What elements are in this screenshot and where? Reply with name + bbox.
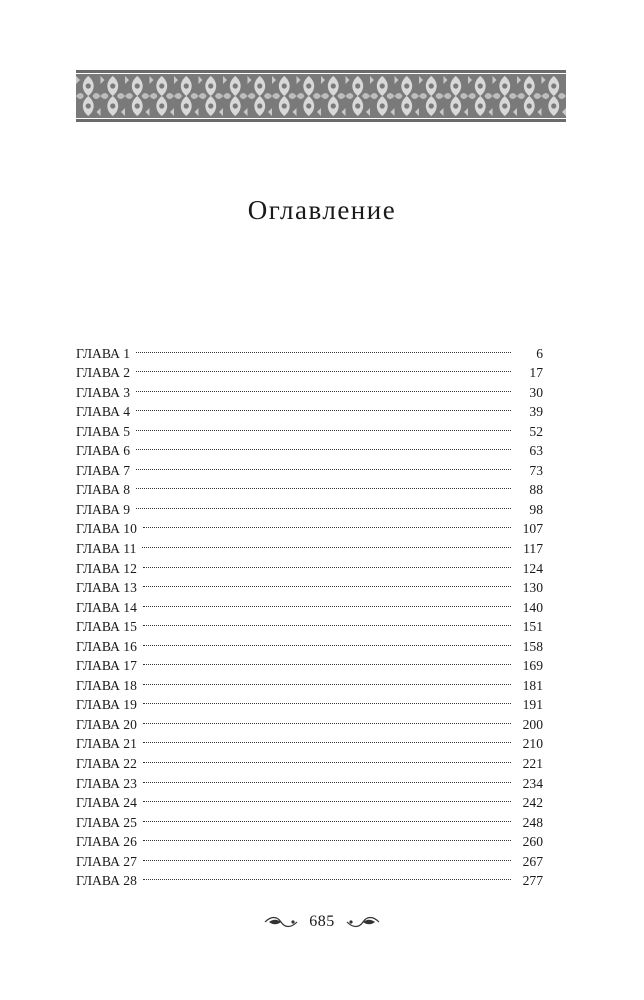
toc-entry-label: ГЛАВА 27 [76,853,137,869]
toc-entry-label: ГЛАВА 18 [76,677,137,693]
table-of-contents [76,338,543,889]
toc-entry[interactable] [76,846,543,869]
toc-entry-page: 181 [522,677,543,693]
toc-entry[interactable] [76,416,543,439]
toc-dot-leader [143,807,511,827]
toc-entry-page: 151 [522,619,543,635]
toc-dot-leader [143,612,511,632]
toc-entry-page: 221 [522,756,543,772]
toc-entry[interactable] [76,475,543,498]
toc-entry-page: 117 [523,541,543,557]
toc-entry-label: ГЛАВА 5 [76,423,131,439]
left-flourish-icon [263,915,299,929]
toc-entry-page: 107 [522,521,543,537]
toc-entry-label: ГЛАВА 8 [76,482,131,498]
toc-dot-leader [143,592,511,612]
toc-entry[interactable] [76,514,543,537]
toc-entry[interactable] [76,358,543,381]
toc-entry[interactable] [76,690,543,713]
toc-entry[interactable] [76,553,543,576]
toc-entry[interactable] [76,436,543,459]
toc-entry-label: ГЛАВА 20 [76,716,137,732]
toc-dot-leader [143,768,511,788]
toc-dot-leader [143,651,511,671]
toc-dot-leader [143,631,511,651]
toc-entry[interactable] [76,338,543,361]
toc-entry-label: ГЛАВА 19 [76,697,137,713]
toc-entry[interactable] [76,748,543,772]
toc-entry[interactable] [76,397,543,420]
toc-entry-label: ГЛАВА 23 [76,775,137,791]
toc-entry-label: ГЛАВА 10 [76,521,137,537]
toc-entry-label: ГЛАВА 25 [76,814,137,830]
right-flourish-icon [345,915,381,929]
toc-entry[interactable] [76,807,543,830]
toc-entry-label: ГЛАВА 9 [76,501,131,517]
toc-entry[interactable] [76,631,543,654]
toc-entry-page: 200 [522,716,543,732]
toc-entry[interactable] [76,788,543,811]
toc-entry-label: ГЛАВА 2 [76,365,131,381]
toc-dot-leader [136,436,511,456]
toc-dot-leader [142,533,511,553]
toc-entry-page: 6 [536,345,543,361]
toc-entry-page: 267 [522,853,543,869]
toc-entry-page: 124 [522,560,543,576]
toc-entry-page: 52 [529,423,543,439]
toc-dot-leader [143,748,511,768]
toc-entry-page: 63 [529,443,543,459]
toc-dot-leader [136,455,511,475]
toc-dot-leader [136,416,511,436]
page-number: 685 [309,913,335,930]
toc-entry-page: 158 [522,638,543,654]
toc-entry[interactable] [76,729,543,752]
toc-dot-leader [143,573,511,593]
toc-entry-page: 260 [522,834,543,850]
toc-dot-leader [136,397,511,417]
toc-dot-leader [143,690,511,710]
toc-entry-label: ГЛАВА 7 [76,462,131,478]
toc-entry-label: ГЛАВА 12 [76,560,137,576]
toc-entry-label: ГЛАВА 28 [76,873,137,889]
toc-entry[interactable] [76,494,543,517]
toc-entry[interactable] [76,533,543,557]
toc-entry[interactable] [76,592,543,615]
toc-dot-leader [143,709,511,729]
toc-dot-leader [143,670,511,690]
toc-entry-page: 140 [522,599,543,615]
toc-entry-page: 88 [529,482,543,498]
toc-entry-page: 210 [522,736,543,752]
toc-entry-label: ГЛАВА 16 [76,638,137,654]
toc-entry-page: 130 [522,580,543,596]
toc-dot-leader [136,338,511,358]
toc-entry-label: ГЛАВА 4 [76,404,131,420]
toc-dot-leader [143,846,511,866]
toc-dot-leader [136,494,511,514]
toc-entry-page: 39 [529,404,543,420]
toc-dot-leader [136,377,511,397]
toc-entry-page: 30 [529,384,543,400]
toc-dot-leader [143,788,511,808]
toc-entry-label: ГЛАВА 21 [76,736,137,752]
toc-entry[interactable] [76,612,543,635]
toc-dot-leader [143,514,511,534]
toc-entry[interactable] [76,866,543,889]
toc-dot-leader [136,358,511,378]
toc-entry[interactable] [76,827,543,850]
page-footer [0,913,644,931]
toc-entry[interactable] [76,709,543,732]
toc-entry-label: ГЛАВА 1 [76,345,131,361]
toc-entry[interactable] [76,670,543,693]
toc-entry-label: ГЛАВА 22 [76,756,137,772]
toc-entry-label: ГЛАВА 14 [76,599,137,615]
toc-dot-leader [143,827,511,847]
toc-entry[interactable] [76,573,543,596]
toc-entry[interactable] [76,768,543,791]
toc-entry-page: 17 [529,365,543,381]
toc-entry-label: ГЛАВА 13 [76,580,137,596]
toc-entry-page: 248 [522,814,543,830]
toc-dot-leader [143,866,511,886]
toc-entry-label: ГЛАВА 15 [76,619,137,635]
toc-entry-label: ГЛАВА 17 [76,658,137,674]
toc-entry-page: 73 [529,462,543,478]
toc-entry[interactable] [76,651,543,674]
toc-entry[interactable] [76,455,543,478]
toc-entry-page: 277 [522,873,543,889]
toc-entry-page: 191 [522,697,543,713]
toc-entry-page: 98 [529,501,543,517]
toc-entry-page: 234 [522,775,543,791]
header-ornament-band [76,70,566,122]
toc-entry-page: 242 [522,795,543,811]
toc-dot-leader [143,729,511,749]
toc-entry-label: ГЛАВА 26 [76,834,137,850]
page-title: Оглавление [247,195,397,225]
toc-entry-label: ГЛАВА 24 [76,795,137,811]
toc-entry-page: 169 [522,658,543,674]
toc-entry-label: ГЛАВА 3 [76,384,131,400]
toc-entry-label: ГЛАВА 6 [76,443,131,459]
toc-dot-leader [143,553,511,573]
toc-entry[interactable] [76,377,543,400]
toc-dot-leader [136,475,511,495]
toc-entry-label: ГЛАВА 11 [76,541,137,557]
